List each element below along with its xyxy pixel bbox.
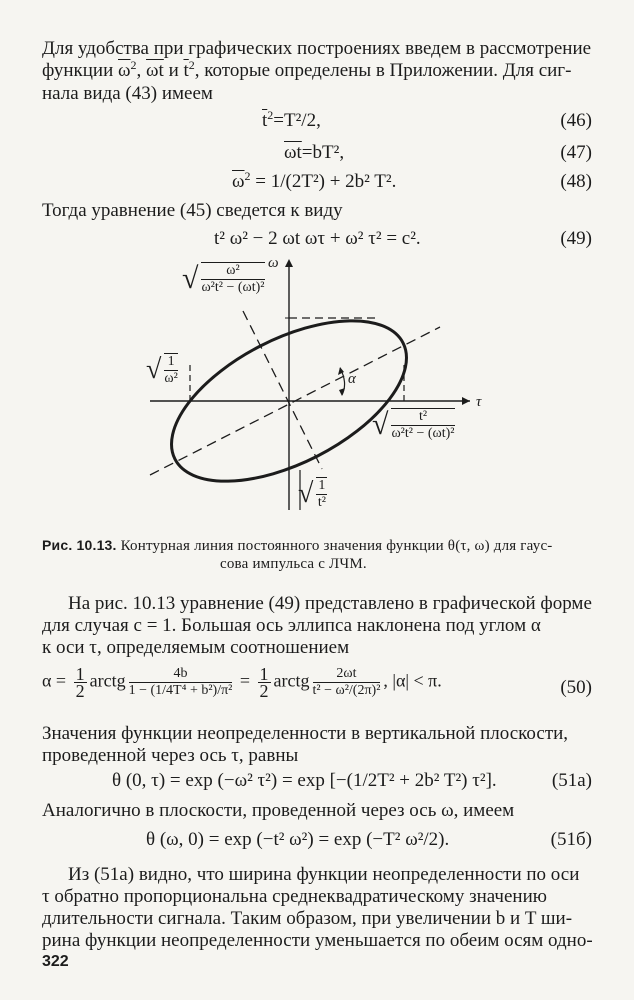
equation-50-number: (50) bbox=[560, 677, 592, 698]
label-bottom-sqrt: √ $\frac{1}{\text{t²}}$ bbox=[298, 478, 326, 510]
para4-line: Аналогично в плоскости, проведенной через ось ω, имеем bbox=[42, 800, 515, 821]
label-left-num: 1 bbox=[164, 354, 177, 371]
eq50-half-den: 2 bbox=[75, 681, 85, 701]
figure-caption-line-2: сова импульса с ЛЧМ. bbox=[220, 556, 367, 572]
equation-48: $\overline{\omega}^2 = 1/(2T^2) + 2b^2$ T². bbox=[232, 169, 397, 192]
label-bottom-den: t² bbox=[317, 495, 326, 510]
tau-axis-label: τ bbox=[476, 394, 482, 410]
equation-46-number: (46) bbox=[560, 110, 592, 131]
eq50-half-den-2: 2 bbox=[259, 681, 269, 701]
page-number: 322 bbox=[42, 953, 69, 970]
equation-51b: θ (ω, 0) = exp (−t² ω²) = exp (−T² ω²/2). bbox=[146, 829, 450, 850]
intro-line-1: Для удобства при графических построениях введем в рассмотрение bbox=[42, 38, 592, 59]
para2-line-3: к оси τ, определяемым соотношением bbox=[42, 637, 350, 658]
para2-line-1: На рис. 10.13 уравнение (49) представлено в графической форме bbox=[68, 593, 592, 614]
label-right-num: t² bbox=[391, 409, 454, 426]
para5-line-2: τ обратно пропорциональна среднеквадратическому значению bbox=[42, 886, 547, 907]
equation-47 bbox=[284, 142, 344, 164]
t-squared-mean: $\overline{t}$ bbox=[183, 60, 189, 81]
angle-alpha-label: α bbox=[348, 371, 356, 387]
equation-49: t² ω² − 2 ωt ωτ + ω² τ² = c². bbox=[214, 228, 421, 249]
eq50-frac-b-num: 2ωt bbox=[313, 666, 381, 683]
then-line: Тогда уравнение (45) сведется к виду bbox=[42, 200, 343, 221]
figure-caption-line-1 bbox=[42, 536, 553, 556]
eq46-lhs: $\overline{t}$ bbox=[262, 110, 268, 131]
equation-50: α = $\frac{1}{2}$ arctg $\frac{4b}{\text{1 − (1/4T⁴ + b²)/π²}}$ = $\frac{1}{2}$ arctg $\frac{2\omega t}{\text{t² − ω²/(2π)²}}$ , |α| < π. bbox=[42, 664, 442, 701]
caption-text-1: Контурная линия постоянного значения функции θ(τ, ω) для гаус- bbox=[120, 538, 553, 554]
eq50-frac-a-num: 4b bbox=[129, 666, 233, 683]
tau-axis-arrow bbox=[462, 397, 470, 405]
label-top-den: ω²t² − (ωt)² bbox=[201, 280, 265, 295]
label-right-den: ω²t² − (ωt)² bbox=[391, 426, 455, 441]
equation-51a: θ (0, τ) = exp (−ω² τ²) = exp [−(1/2T² + 2b² T²) τ²]. bbox=[112, 770, 497, 791]
label-top-sqrt: √ $\frac{\text{ω²}}{\text{ω²t² − (ωt)²}}$ bbox=[182, 262, 265, 295]
para3-line-2: проведенной через ось τ, равны bbox=[42, 745, 299, 766]
equation-51b-number: (51б) bbox=[550, 829, 592, 850]
eq50-lhs: α = bbox=[42, 670, 71, 691]
para5-line-1: Из (51a) видно, что ширина функции неопределенности по оси bbox=[68, 864, 580, 885]
intro-line-2: функции $\overline{\omega}^2$, $\overline{\omega t}$ и $\overline{t}^2$, которые определены в Приложении. Для сиг- bbox=[42, 58, 572, 81]
omega-axis-label: ω bbox=[268, 255, 279, 271]
eq50-arctg-2: arctg bbox=[273, 670, 310, 691]
intro-text-end: , которые определены в Приложении. Для сиг- bbox=[194, 60, 572, 81]
para5-line-4: рина функции неопределенности уменьшается по обеим осям одно- bbox=[42, 930, 593, 951]
label-left-den: ω² bbox=[164, 371, 178, 386]
equation-47-number: (47) bbox=[560, 142, 592, 163]
omega-t-mean: $\overline{\omega t}$ bbox=[146, 60, 164, 81]
eq46-rhs: T²/2, bbox=[284, 110, 321, 131]
equation-46: $\overline{t}^2=T^2/2$, bbox=[262, 108, 321, 131]
intro-text: функции bbox=[42, 60, 118, 81]
label-left-sqrt: √ $\frac{1}{\text{ω²}}$ bbox=[146, 354, 178, 386]
eq47-rhs: =bT², bbox=[301, 142, 345, 163]
eq50-half-num: 1 bbox=[75, 664, 85, 684]
eq50-frac-b-den: t² − ω²/(2π)² bbox=[312, 683, 381, 698]
para2-line-2: для случая c = 1. Большая ось эллипса наклонена под углом α bbox=[42, 615, 541, 636]
intro-line-3: нала вида (43) имеем bbox=[42, 83, 213, 104]
eq48-lhs: $\overline{\omega}$ bbox=[232, 171, 245, 192]
eq50-arctg: arctg bbox=[89, 670, 126, 691]
label-top-num: ω² bbox=[201, 263, 264, 280]
eq48-rhs: = 1/(2T²) + 2b² T². bbox=[250, 171, 397, 192]
eq50-tail: , |α| < π. bbox=[383, 670, 442, 691]
omega-squared-mean: $\overline{\omega}$ bbox=[118, 60, 131, 81]
para5-line-3: длительности сигнала. Таким образом, при увеличении b и T ши- bbox=[42, 908, 573, 929]
caption-label: Рис. 10.13. bbox=[42, 537, 117, 553]
omega-axis-arrow bbox=[285, 259, 293, 267]
eq47-lhs: $\overline{\omega t}$ bbox=[284, 142, 302, 163]
sep: , bbox=[136, 60, 147, 81]
label-right-sqrt: √ $\frac{\text{t²}}{\text{ω²t² − (ωt)²}}$ bbox=[372, 408, 455, 441]
para3-line-1: Значения функции неопределенности в вертикальной плоскости, bbox=[42, 723, 569, 744]
and-word: и bbox=[163, 60, 184, 81]
eq50-half-num-2: 1 bbox=[259, 664, 269, 684]
equation-51a-number: (51a) bbox=[551, 770, 592, 791]
equation-48-number: (48) bbox=[560, 171, 592, 192]
label-bottom-num: 1 bbox=[318, 478, 326, 493]
eq50-frac-a-den: 1 − (1/4T⁴ + b²)/π² bbox=[128, 683, 233, 698]
equation-49-number: (49) bbox=[560, 228, 592, 249]
